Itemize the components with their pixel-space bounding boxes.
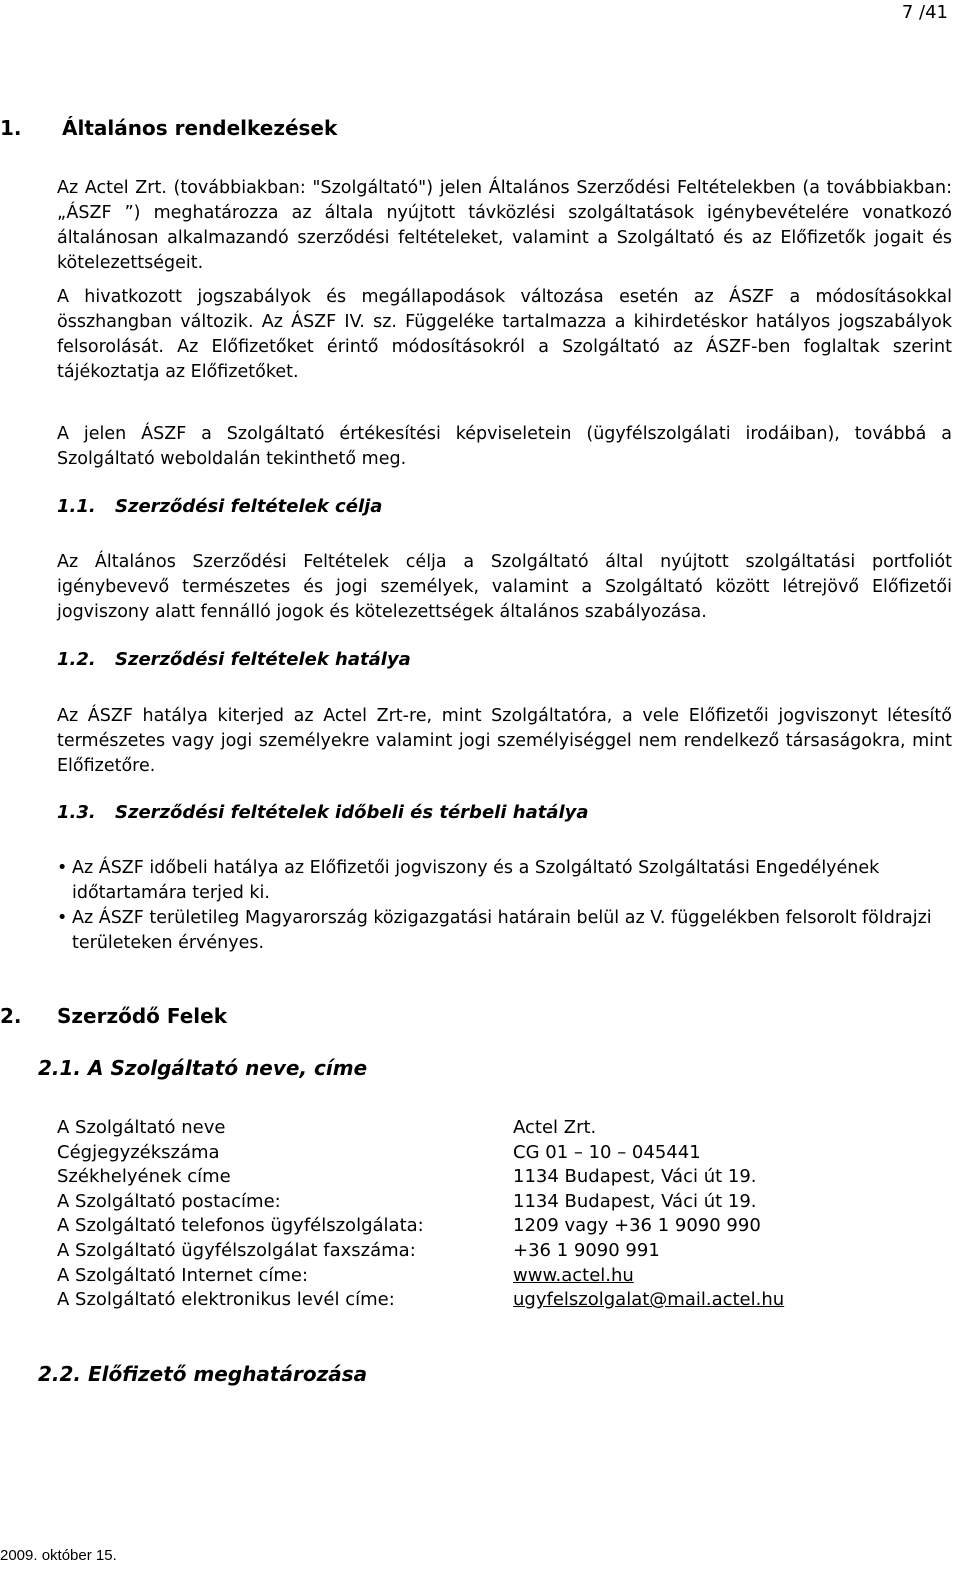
table-row — [57, 1289, 784, 1314]
paragraph: Az Actel Zrt. (továbbiakban: "Szolgáltató") jelen Általános Szerződési Feltételekben (a továbbiakban: „ÁSZF ”) meghatározza az általa nyújtott távközlési szolgáltatások igénybevételére vonatkozó általánosan alkalmazandó szerződési feltételeket, valamint a Szolgáltató és az Előfizetők jogait és kötelezettségeit. — [57, 178, 952, 273]
row-label: Cégjegyzékszáma — [57, 1141, 220, 1163]
bullet-icon: • — [57, 858, 68, 878]
list-item — [57, 906, 952, 956]
subsection-number: 1.1. — [57, 496, 96, 517]
paragraph: Az ÁSZF hatálya kiterjed az Actel Zrt-re, mint Szolgáltatóra, a vele Előfizetői jogviszonyt létesítő természetes vagy jogi személyekre valamint jogi személyiséggel nem rendelkező társaságokra, mint Előfizetőre. — [57, 706, 952, 776]
list-item-text: Az ÁSZF területileg Magyarország közigazgatási határain belül az V. függelékben felsorolt földrajzi területeken érvényes. — [72, 908, 932, 953]
table-row — [57, 1215, 784, 1240]
section-1-heading — [0, 116, 337, 140]
row-label: A Szolgáltató postacíme: — [57, 1190, 281, 1212]
list-item-text: Az ÁSZF időbeli hatálya az Előfizetői jogviszony és a Szolgáltató Szolgáltatási Engedélyének időtartamára terjed ki. — [72, 858, 880, 903]
section-number: 1. — [0, 116, 22, 140]
table-row — [57, 1191, 784, 1216]
row-value: 1134 Budapest, Váci út 19. — [513, 1166, 757, 1188]
row-label: A Szolgáltató neve — [57, 1117, 226, 1138]
row-value: 1134 Budapest, Váci út 19. — [513, 1190, 757, 1212]
subsection-2-1-heading — [38, 1056, 367, 1080]
table-row — [57, 1142, 784, 1167]
footer-date: 2009. október 15. — [0, 1547, 117, 1564]
paragraph: A hivatkozott jogszabályok és megállapodások változása esetén az ÁSZF a módosításokkal összhangban változik. Az ÁSZF IV. sz. Függeléke tartalmazza a kihirdetéskor hatályos jogszabályok felsorolását. Az Előfizetőket érintő módosításokról a Szolgáltató az ÁSZF-ben foglaltak szerint tájékoztatja az Előfizetőket. — [57, 287, 952, 382]
subsection-title: Szerződési feltételek hatálya — [115, 649, 411, 670]
subsection-number: 1.2. — [57, 649, 96, 670]
section-title: Szerződő Felek — [57, 1004, 228, 1028]
section-2-heading — [0, 1004, 227, 1028]
row-value: CG 01 – 10 – 045441 — [513, 1141, 701, 1163]
row-label: A Szolgáltató Internet címe: — [57, 1264, 309, 1286]
bullet-list — [57, 856, 952, 956]
subsection-title: Szerződési feltételek időbeli és térbeli hatálya — [115, 802, 589, 823]
subsection-1-1-heading — [57, 496, 382, 517]
subsection-title: Előfizető meghatározása — [88, 1362, 368, 1386]
subsection-title: A Szolgáltató neve, címe — [88, 1056, 368, 1080]
bullet-icon: • — [57, 908, 68, 928]
row-value: 1209 vagy +36 1 9090 990 — [513, 1215, 761, 1237]
section-number: 2. — [0, 1004, 22, 1028]
website-link[interactable]: www.actel.hu — [513, 1264, 634, 1286]
row-label: A Szolgáltató telefonos ügyfélszolgálata: — [57, 1215, 424, 1237]
list-item — [57, 856, 952, 906]
row-value: +36 1 9090 991 — [513, 1239, 660, 1261]
subsection-number: 2.2. — [38, 1362, 82, 1386]
subsection-2-2-heading — [38, 1362, 367, 1386]
table-row — [57, 1117, 784, 1142]
row-label: A Szolgáltató elektronikus levél címe: — [57, 1289, 395, 1311]
section-title: Általános rendelkezések — [62, 116, 338, 140]
subsection-number: 1.3. — [57, 802, 96, 823]
email-link[interactable]: ugyfelszolgalat@mail.actel.hu — [513, 1289, 785, 1311]
row-label: A Szolgáltató ügyfélszolgálat faxszáma: — [57, 1239, 416, 1261]
paragraph: A jelen ÁSZF a Szolgáltató értékesítési képviseletein (ügyfélszolgálati irodáiban), továbbá a Szolgáltató weboldalán tekinthető meg. — [57, 424, 952, 469]
provider-info-table — [57, 1117, 784, 1314]
table-row — [57, 1166, 784, 1191]
subsection-title: Szerződési feltételek célja — [115, 496, 383, 517]
subsection-1-2-heading — [57, 649, 411, 670]
row-label: Székhelyének címe — [57, 1166, 231, 1188]
row-value: Actel Zrt. — [513, 1117, 597, 1138]
subsection-number: 2.1. — [38, 1056, 82, 1080]
subsection-1-3-heading — [57, 802, 589, 823]
table-row — [57, 1240, 784, 1265]
page-number: 7 /41 — [901, 2, 948, 23]
table-row — [57, 1265, 784, 1290]
paragraph: Az Általános Szerződési Feltételek célja a Szolgáltató által nyújtott szolgáltatási portfoliót igénybevevő természetes és jogi személyek, valamint a Szolgáltató között létrejövő Előfizetői jogviszony alatt fennálló jogok és kötelezettségek általános szabályozása. — [57, 552, 952, 622]
